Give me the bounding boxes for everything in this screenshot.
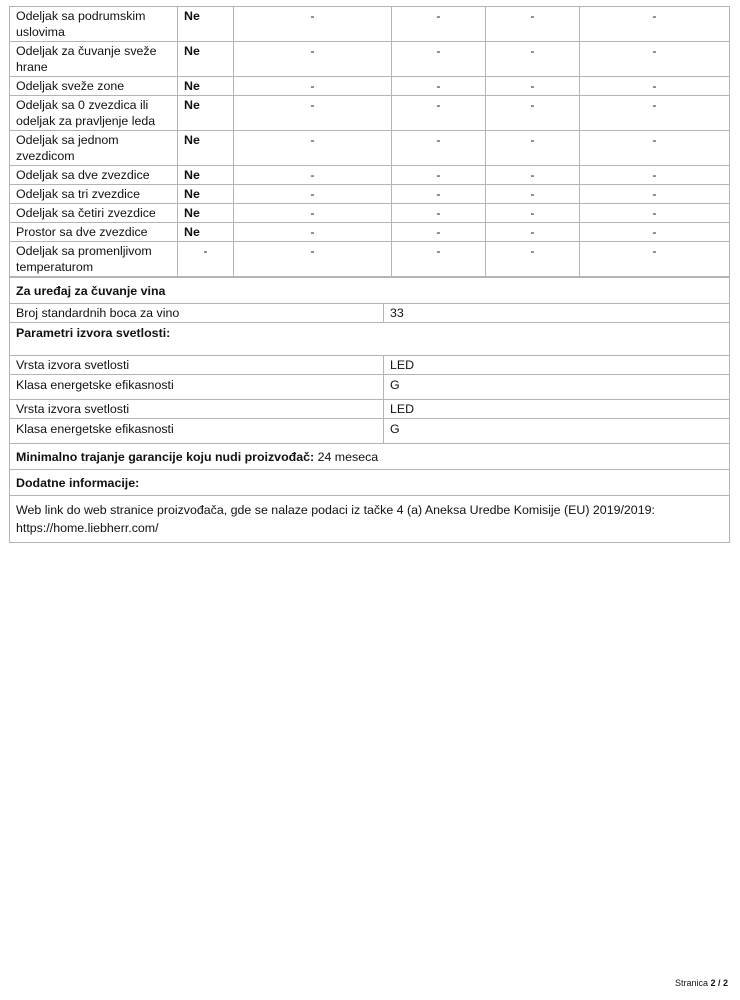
compartment-row [10, 42, 730, 77]
compartment-dash: - [392, 223, 486, 242]
compartment-dash: - [580, 77, 730, 96]
compartment-dash: - [234, 204, 392, 223]
compartment-dash: - [234, 7, 392, 42]
compartment-value: Ne [178, 96, 234, 131]
warranty-value: 24 meseca [317, 450, 379, 464]
additional-text: Web link do web stranice proizvođača, gde se nalaze podaci iz tačke 4 (a) Aneksa Uredbe Komisije (EU) 2019/2019: https://home.liebherr.com/ [10, 496, 730, 543]
compartment-label: Odeljak sa dve zvezdice [10, 166, 178, 185]
wine-bottles-label: Broj standardnih boca za vino [10, 304, 384, 323]
compartment-dash: - [580, 185, 730, 204]
compartment-dash: - [580, 96, 730, 131]
light-row-label: Vrsta izvora svetlosti [10, 356, 384, 375]
compartment-value: Ne [178, 77, 234, 96]
compartment-label: Odeljak sa četiri zvezdice [10, 204, 178, 223]
light-row-value: LED [384, 400, 730, 419]
document-page [9, 6, 729, 543]
compartment-table [9, 6, 730, 277]
compartment-dash: - [486, 96, 580, 131]
compartment-dash: - [580, 223, 730, 242]
compartment-label: Odeljak sa jednom zvezdicom [10, 131, 178, 166]
compartment-dash: - [486, 77, 580, 96]
compartment-value: Ne [178, 204, 234, 223]
compartment-value: - [178, 242, 234, 277]
warranty-label: Minimalno trajanje garancije koju nudi proizvođač: [16, 450, 315, 464]
compartment-row [10, 77, 730, 96]
compartment-dash: - [234, 185, 392, 204]
wine-bottles-value: 33 [384, 304, 730, 323]
compartment-dash: - [234, 96, 392, 131]
compartment-dash: - [486, 166, 580, 185]
compartment-label: Prostor sa dve zvezdice [10, 223, 178, 242]
compartment-label: Odeljak sa tri zvezdice [10, 185, 178, 204]
compartment-value: Ne [178, 166, 234, 185]
page-number: 2 / 2 [710, 978, 728, 988]
compartment-dash: - [580, 42, 730, 77]
light-row-label: Vrsta izvora svetlosti [10, 400, 384, 419]
compartment-row [10, 96, 730, 131]
compartment-dash: - [580, 166, 730, 185]
compartment-value: Ne [178, 7, 234, 42]
compartment-row [10, 223, 730, 242]
wine-table [9, 277, 730, 543]
compartment-dash: - [486, 204, 580, 223]
compartment-dash: - [580, 7, 730, 42]
compartment-value: Ne [178, 185, 234, 204]
compartment-row [10, 242, 730, 277]
warranty-row [10, 444, 730, 470]
light-row-label: Klasa energetske efikasnosti [10, 419, 384, 444]
compartment-row [10, 166, 730, 185]
compartment-dash: - [392, 96, 486, 131]
compartment-dash: - [392, 77, 486, 96]
footer-prefix: Stranica [674, 978, 708, 988]
compartment-dash: - [234, 166, 392, 185]
compartment-row [10, 185, 730, 204]
light-row-value: G [384, 419, 730, 444]
compartment-dash: - [234, 42, 392, 77]
wine-heading: Za uređaj za čuvanje vina [10, 278, 730, 304]
compartment-dash: - [392, 166, 486, 185]
compartment-dash: - [392, 242, 486, 277]
compartment-label: Odeljak sa promenljivom temperaturom [10, 242, 178, 277]
compartment-value: Ne [178, 42, 234, 77]
compartment-label: Odeljak sa podrumskim uslovima [10, 7, 178, 42]
compartment-dash: - [392, 42, 486, 77]
light-row-value: LED [384, 356, 730, 375]
compartment-label: Odeljak sa 0 zvezdica ili odeljak za pravljenje leda [10, 96, 178, 131]
compartment-dash: - [392, 131, 486, 166]
compartment-dash: - [486, 242, 580, 277]
compartment-value: Ne [178, 223, 234, 242]
page-footer [675, 978, 728, 988]
compartment-dash: - [486, 185, 580, 204]
compartment-dash: - [580, 131, 730, 166]
compartment-dash: - [486, 131, 580, 166]
compartment-dash: - [580, 204, 730, 223]
compartment-dash: - [392, 185, 486, 204]
compartment-dash: - [234, 131, 392, 166]
compartment-label: Odeljak za čuvanje sveže hrane [10, 42, 178, 77]
compartment-dash: - [234, 223, 392, 242]
light-row-value: G [384, 375, 730, 400]
compartment-dash: - [486, 223, 580, 242]
compartment-dash: - [486, 42, 580, 77]
compartment-dash: - [580, 242, 730, 277]
compartment-row [10, 131, 730, 166]
compartment-row [10, 7, 730, 42]
light-heading: Parametri izvora svetlosti: [10, 323, 730, 348]
compartment-value: Ne [178, 131, 234, 166]
light-row-label: Klasa energetske efikasnosti [10, 375, 384, 400]
compartment-dash: - [392, 7, 486, 42]
compartment-label: Odeljak sveže zone [10, 77, 178, 96]
compartment-dash: - [392, 204, 486, 223]
compartment-row [10, 204, 730, 223]
compartment-dash: - [234, 77, 392, 96]
additional-heading: Dodatne informacije: [10, 470, 730, 496]
compartment-dash: - [486, 7, 580, 42]
compartment-dash: - [234, 242, 392, 277]
